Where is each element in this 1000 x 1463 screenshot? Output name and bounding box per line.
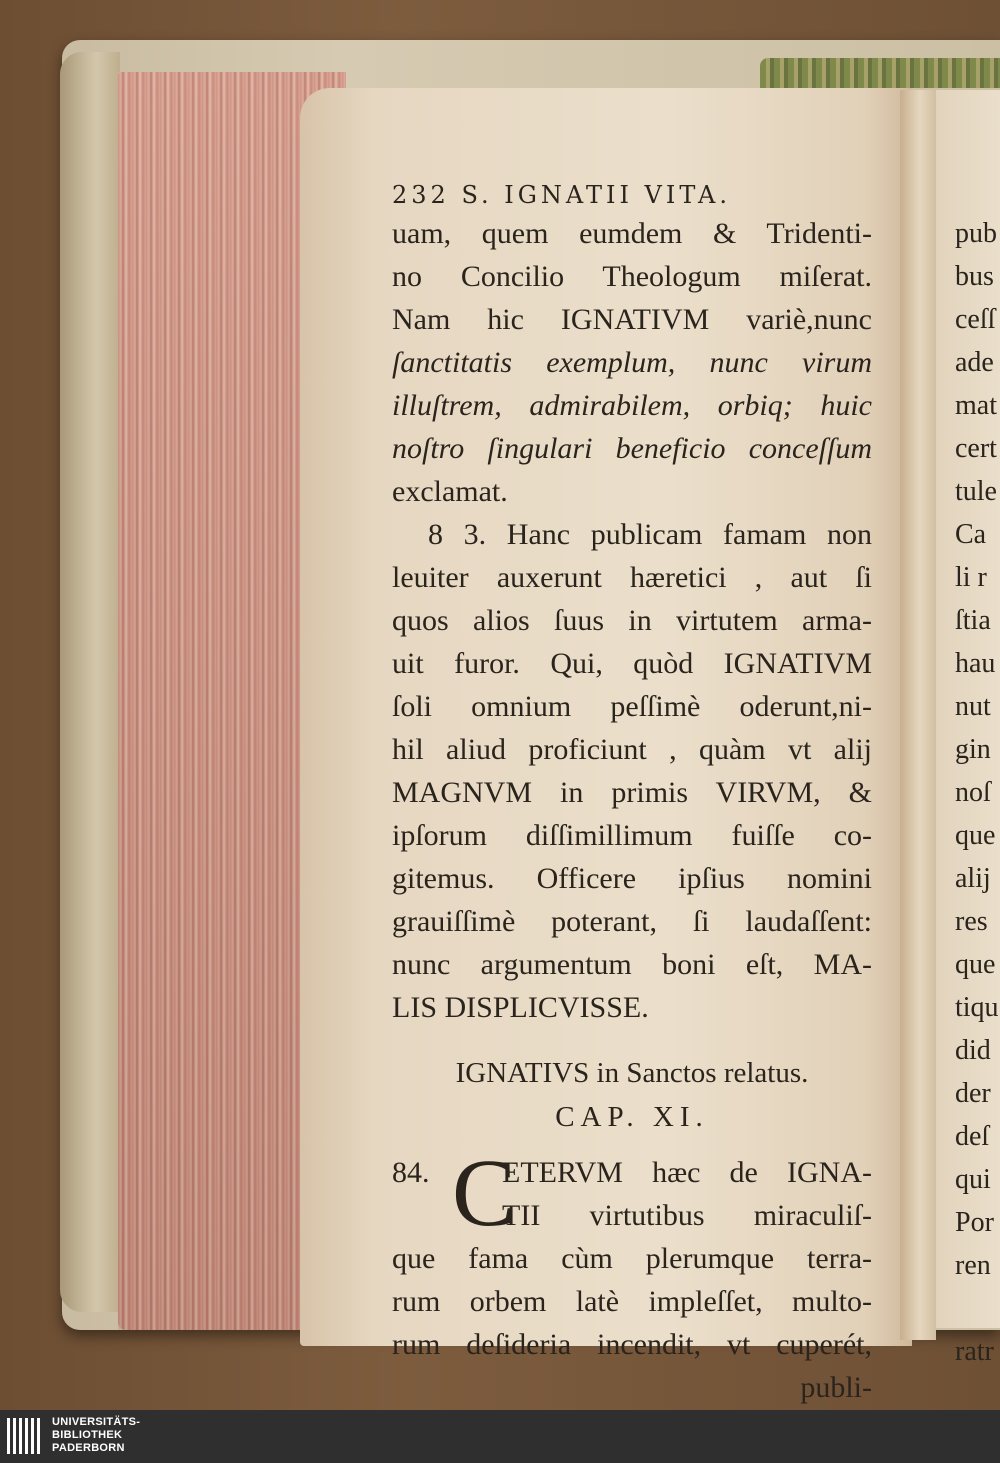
text-line: uit furor. Qui, quòd IGNATIVM — [392, 647, 872, 680]
right-page-fragment: gin — [955, 734, 991, 765]
right-page-fragment — [955, 1287, 1000, 1330]
right-page-fragment: deſ — [955, 1121, 990, 1152]
right-page-fragment: Ca — [955, 519, 987, 550]
right-page-fragment: bus — [955, 261, 994, 292]
left-page-text — [392, 178, 872, 1409]
chapter-heading: CAP. XI. — [555, 1101, 709, 1133]
right-page-fragment: li r — [955, 562, 987, 593]
running-head: 232 S. IGNATII VITA. — [392, 181, 732, 209]
text-line: grauiſſimè poterant, ſi laudaſſent: — [392, 905, 872, 938]
headband — [760, 58, 1000, 88]
right-page-fragment: der — [955, 1078, 991, 1109]
right-page-fragment: ratr — [955, 1336, 994, 1367]
text-line: Nam hic IGNATIVM variè,nunc — [392, 303, 872, 336]
right-page-fragment: que — [955, 820, 996, 851]
gutter — [900, 90, 936, 1340]
text-line: leuiter auxerunt hæretici , aut ſi — [392, 561, 872, 594]
body-lines — [392, 212, 872, 1029]
chapter-opening — [392, 1139, 872, 1366]
text-line: LIS DISPLICVISSE. — [392, 991, 649, 1024]
text-line: no Concilio Theologum miſerat. — [392, 260, 872, 293]
text-line: ſanctitatis exemplum, nunc virum — [392, 346, 872, 379]
text-line: hil aliud proficiunt , quàm vt alij — [392, 733, 872, 766]
right-page-fragment: mat — [955, 390, 997, 421]
right-page-fragment: que — [955, 949, 996, 980]
right-page-fragment: tule — [955, 476, 997, 507]
right-page-fragment: ren — [955, 1250, 991, 1281]
section-heading: IGNATIVS in Sanctos relatus. — [455, 1057, 809, 1089]
cover-spine-edge — [60, 52, 120, 1312]
text-line: noſtro ſingulari beneficio conceſſum — [392, 432, 872, 465]
right-page-fragment: noſ — [955, 777, 991, 808]
right-page-fragment: ſtia — [955, 605, 991, 636]
text-line: ſoli omnium peſſimè oderunt,ni- — [392, 690, 872, 723]
text-line: 8 3. Hanc publicam famam non — [428, 518, 872, 551]
right-page-fragment: ceſſ — [955, 304, 996, 335]
right-page-fragment: alij — [955, 863, 991, 894]
chapter-text-line: ETERVM hæc de IGNA- — [502, 1156, 872, 1189]
library-logo-icon — [6, 1414, 44, 1458]
right-page-fragment: cert — [955, 433, 997, 464]
right-page-fragment: Por — [955, 1207, 994, 1238]
text-line: nunc argumentum boni eſt, MA- — [392, 948, 872, 981]
right-page-fragment: tiqu — [955, 992, 999, 1023]
right-page-fragment: hau — [955, 648, 996, 679]
chapter-text-line: rum deſideria incendit, vt cuperét, — [392, 1328, 872, 1361]
text-line: ipſorum diſſimillimum fuiſſe co- — [392, 819, 872, 852]
text-line: gitemus. Officere ipſius nomini — [392, 862, 872, 895]
catchword: publi- — [800, 1371, 872, 1404]
chapter-text-line: TII virtutibus miraculiſ- — [502, 1199, 872, 1232]
right-page-fragment: res — [955, 906, 988, 937]
paragraph-number: 84. — [392, 1156, 430, 1189]
drop-cap: C — [452, 1139, 517, 1246]
text-line: quos alios ſuus in virtutem arma- — [392, 604, 872, 637]
text-line: uam, quem eumdem & Tridenti- — [392, 217, 872, 250]
text-line: illuſtrem, admirabilem, orbiq; huic — [392, 389, 872, 422]
footer-bar — [0, 1410, 1000, 1463]
right-page-fragment: did — [955, 1035, 991, 1066]
right-page-fragment: ade — [955, 347, 994, 378]
institution-name: UNIVERSITÄTS- BIBLIOTHEK PADERBORN — [52, 1416, 141, 1454]
right-page-fragment: qui — [955, 1164, 991, 1195]
right-page-fragment: pub — [955, 218, 997, 249]
text-line: MAGNVM in primis VIRVM, & — [392, 776, 872, 809]
chapter-text-line: que fama cùm plerumque terra- — [392, 1242, 872, 1275]
chapter-text-line: rum orbem latè impleſſet, multo- — [392, 1285, 872, 1318]
right-page-fragment: nut — [955, 691, 991, 722]
right-page-fragments — [955, 212, 1000, 1373]
text-line: exclamat. — [392, 475, 508, 508]
